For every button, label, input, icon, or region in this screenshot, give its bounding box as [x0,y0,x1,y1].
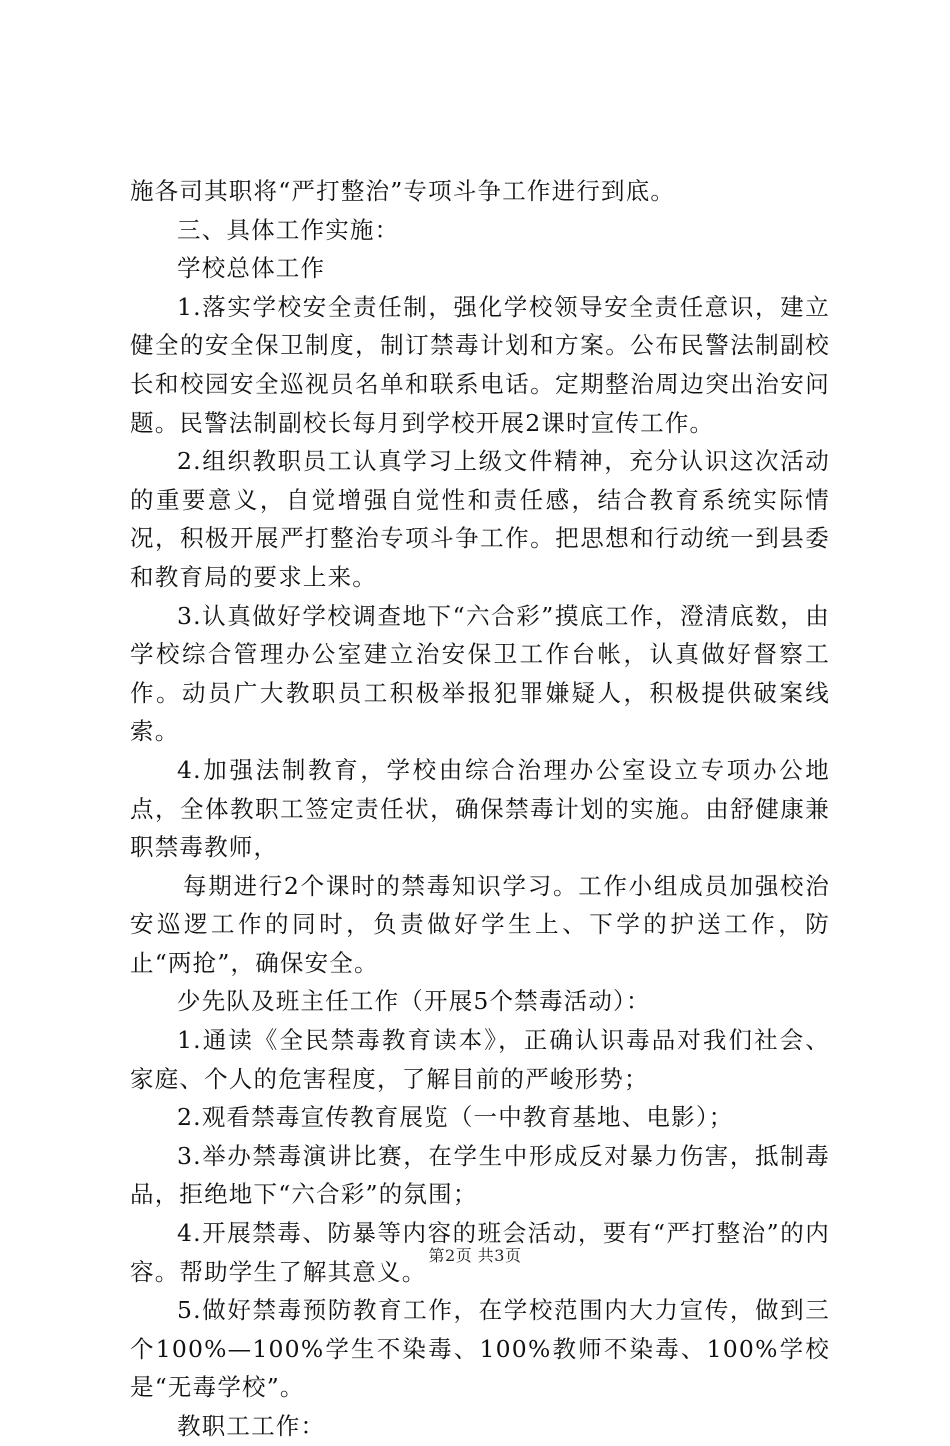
page-number-footer: 第2页 共3页 [428,1246,522,1265]
list-item: 3.认真做好学校调查地下“六合彩”摸底工作，澄清底数，由学校综合管理办公室建立治安保卫工作台帐，认真做好督察工作。动员广大教职员工积极举报犯罪嫌疑人，积极提供破案线索。 [130,601,830,746]
list-item: 1.通读《全民禁毒教育读本》，正确认识毒品对我们社会、家庭、个人的危害程度，了解目前的严峻形势； [130,1026,830,1093]
paragraph-continuation: 施各司其职将“严打整治”专项斗争工作进行到底。 [130,177,676,205]
paragraph: 每期进行2个课时的禁毒知识学习。工作小组成员加强校治安巡逻工作的同时，负责做好学生上、下学的护送工作，防止“两抢”，确保安全。 [130,871,830,977]
subsection-heading: 少先队及班主任工作（开展5个禁毒活动）： [177,987,651,1016]
list-item: 2.组织教职员工认真学习上级文件精神，充分认识这次活动的重要意义，自觉增强自觉性和责任感，结合教育系统实际情况，积极开展严打整治专项斗争工作。把思想和行动统一到县委和教育局的要求上来。 [130,447,830,591]
list-item: 2.观看禁毒宣传教育展览（一中教育基地、电影）； [177,1103,734,1132]
list-item: 3.举办禁毒演讲比赛，在学生中形成反对暴力伤害，抵制毒品，拒绝地下“六合彩”的氛围； [130,1141,830,1209]
subsection-heading: 学校总体工作 [177,254,326,283]
list-item: 1.落实学校安全责任制，强化学校领导安全责任意识，建立健全的安全保卫制度，制订禁毒计划和方案。公布民警法制副校长和校园安全巡视员名单和联系电话。定期整治周边突出治安问题。民警法制副校长每月到学校开展2课时宣传工作。 [130,292,830,437]
list-item: 5.做好禁毒预防教育工作，在学校范围内大力宣传，做到三个100%—100%学生不染毒、100%教师不染毒、100%学校是“无毒学校”。 [130,1296,830,1402]
section-heading: 三、具体工作实施： [177,215,400,244]
list-item: 4.开展禁毒、防暴等内容的班会活动，要有“严打整治”的内容。帮助学生了解其意义。 [130,1219,830,1286]
subsection-heading: 教职工工作： [177,1412,326,1440]
list-item: 4.加强法制教育，学校由综合治理办公室设立专项办公地点，全体教职工签定责任状，确保禁毒计划的实施。由舒健康兼职禁毒教师， [130,755,830,862]
